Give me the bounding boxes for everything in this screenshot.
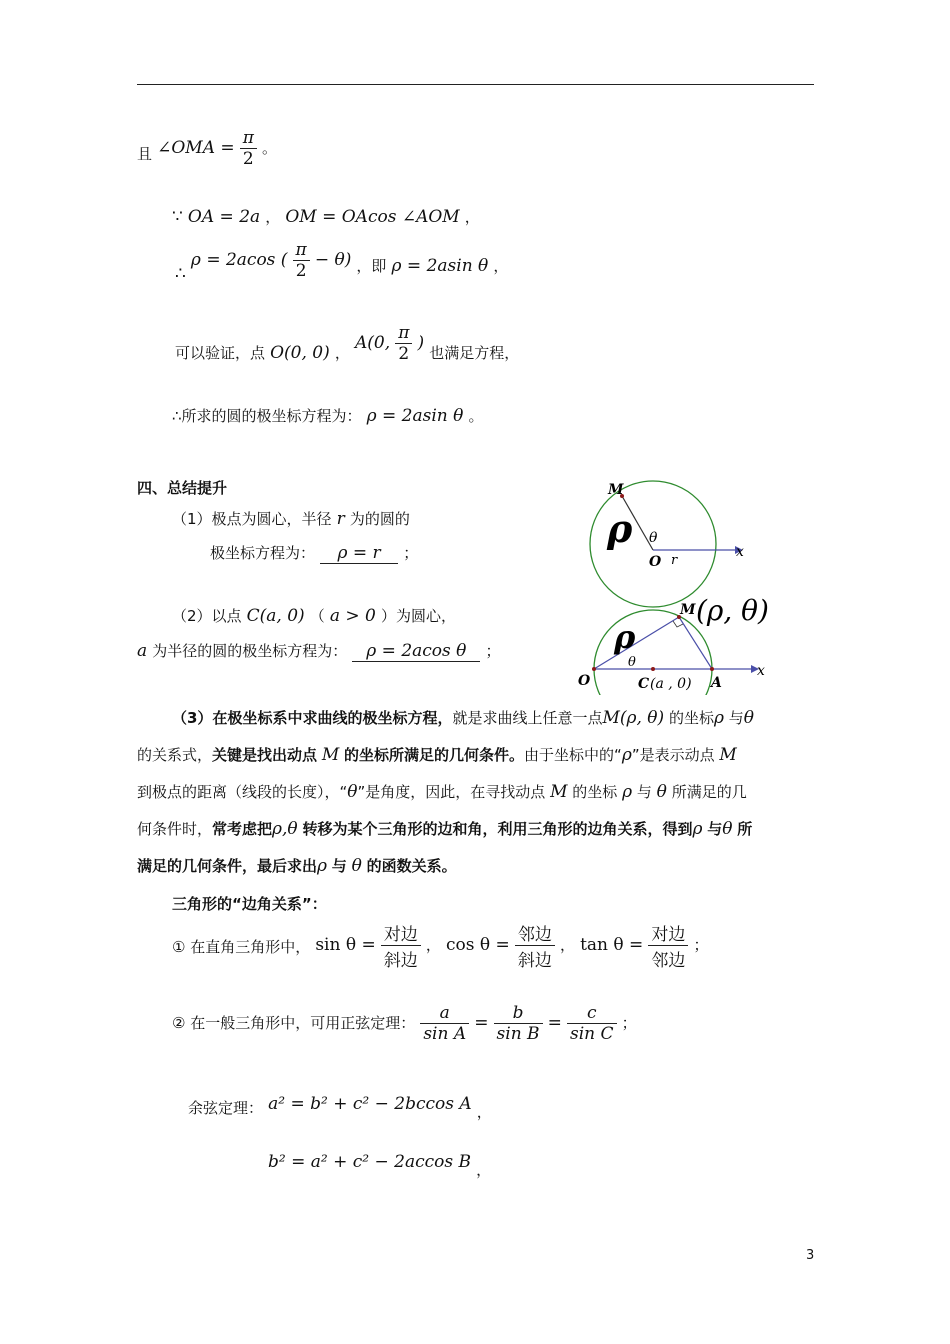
label-theta: θ [628, 655, 636, 670]
summary-item-1-line1: （1）极点为圆心，半径 r 为的圆的 [172, 509, 410, 529]
para-3-line4: 何条件时，常考虑把ρ,θ 转移为某个三角形的边和角，利用三角形的边角关系，得到ρ 与θ 所 [137, 819, 753, 839]
para-3-line1: （3）在极坐标系中求曲线的极坐标方程，就是求曲线上任意一点M(ρ, θ) 的坐标ρ 与θ [172, 708, 755, 728]
label-o: O [649, 554, 662, 570]
label-m: M [608, 482, 624, 498]
fraction-pi-2: $\frac{\pi}{2}$ [293, 240, 310, 281]
line-angle-oma: 且 ∠OMA = $\frac{\pi}{2}$ 。 [137, 128, 278, 169]
point-o [592, 667, 596, 671]
fraction-a-sina: $\frac{a}{\text{sin A}}$ [420, 1003, 469, 1044]
label-rho: ρ [614, 618, 636, 656]
sine-rule: ② 在一般三角形中，可用正弦定理： $\frac{a}{\text{sin A}}$ = $\frac{b}{\text{sin B}}$ = $\frac{c}{\text{sin C}}$ ； [172, 1003, 637, 1044]
line-verify: 可以验证，点 O(0, 0) ， A(0, $\frac{\pi}{2}$ ) 也满足方程， [175, 323, 520, 364]
fraction-sin: $\frac{\text{对边}}{\text{斜边}}$ [381, 920, 421, 971]
triangle-title: 三角形的“边角关系”： [172, 895, 327, 913]
label-o: O [578, 673, 591, 689]
page-number: 3 [806, 1248, 815, 1263]
cosine-rule-2: b² = a² + c² − 2accos B ， [268, 1152, 492, 1179]
fraction-c-sinc: $\frac{c}{\text{sin C}}$ [567, 1003, 617, 1044]
figure-circle-through-pole [575, 580, 775, 695]
fraction-pi-2: $\frac{\pi}{2}$ [240, 128, 257, 169]
answer-blank: ρ = 2acos θ [352, 641, 480, 662]
label-m: M [680, 602, 696, 618]
label-c-coord: (a , 0) [650, 676, 692, 692]
line-conclusion: ∴所求的圆的极坐标方程为： ρ = 2asin θ 。 [172, 406, 484, 426]
cosine-rule-1: 余弦定理： a² = b² + c² − 2bccos A ， [188, 1094, 492, 1121]
fraction-pi-2: $\frac{\pi}{2}$ [395, 323, 412, 364]
label-x: x [757, 663, 765, 679]
line-therefore: ∴ ρ = 2acos ( $\frac{\pi}{2}$ − θ) ，即 ρ = 2asin θ ， [175, 240, 509, 284]
label-m-coord: (ρ, θ) [696, 594, 769, 627]
summary-item-2-line1: （2）以点 C(a, 0) （ a > 0 ）为圆心， [172, 606, 456, 626]
fraction-b-sinb: $\frac{b}{\text{sin B}}$ [494, 1003, 543, 1044]
summary-item-1-line2: 极坐标方程为： ρ = r ； [210, 543, 419, 563]
header-rule [137, 84, 814, 85]
fraction-tan: $\frac{\text{对边}}{\text{邻边}}$ [648, 920, 688, 971]
fraction-cos: $\frac{\text{邻边}}{\text{斜边}}$ [515, 920, 555, 971]
label-r: r [671, 553, 678, 568]
label-theta: θ [649, 530, 658, 546]
answer-blank: ρ = r [320, 543, 398, 564]
para-3-line3: 到极点的距离（线段的长度），“θ”是角度，因此，在寻找动点 M 的坐标 ρ 与 θ 所满足的几 [137, 782, 747, 802]
para-3-line2: 的关系式，关键是找出动点 M 的坐标所满足的几何条件。由于坐标中的“ρ”是表示动点 M [137, 745, 737, 765]
point-c [651, 667, 655, 671]
label-a: A [711, 675, 722, 691]
line-because: ∵ OA = 2a ， OM = OAcos ∠AOM ， [172, 207, 480, 227]
label-x: x [736, 544, 744, 560]
right-triangle-relations: ① 在直角三角形中， sin θ = $\frac{\text{对边}}{\text{斜边}}$ ， cos θ = $\frac{\text{邻边}}{\text{斜边}}$ ， tan θ = $\frac{\text{对边}}{\text{邻边}}$ ； [172, 920, 709, 971]
para-3-line5: 满足的几何条件，最后求出ρ 与 θ 的函数关系。 [137, 856, 457, 876]
label-c: C [638, 676, 650, 692]
point-a [710, 667, 714, 671]
segment-om [594, 617, 679, 669]
section-title: 四、总结提升 [137, 479, 228, 497]
label-rho: ρ [607, 506, 633, 551]
summary-item-2-line2: a 为半径的圆的极坐标方程为： ρ = 2acos θ ； [137, 641, 501, 661]
